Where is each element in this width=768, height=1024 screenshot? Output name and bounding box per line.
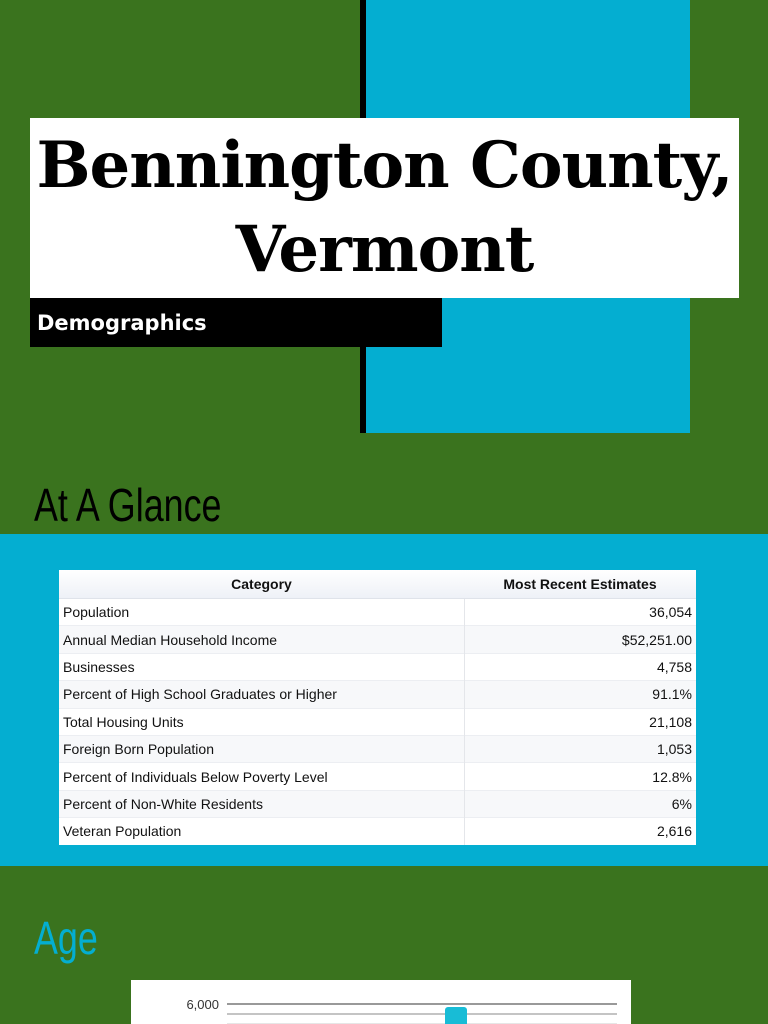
estimates-table-container: [59, 570, 696, 845]
value-cell: 4,758: [464, 653, 696, 680]
value-cell: 12.8%: [464, 763, 696, 790]
value-cell: $52,251.00: [464, 626, 696, 653]
column-header-estimates: Most Recent Estimates: [464, 570, 696, 599]
table-row: [59, 790, 696, 817]
category-cell: Veteran Population: [59, 818, 464, 845]
category-cell: Percent of High School Graduates or Higher: [59, 681, 464, 708]
value-cell: 2,616: [464, 818, 696, 845]
subtitle: Demographics: [37, 310, 207, 335]
table-row: [59, 599, 696, 626]
table-row: [59, 818, 696, 845]
page-title-line-2: Vermont: [235, 212, 534, 287]
table-row: [59, 653, 696, 680]
title-box: [30, 118, 739, 298]
table-row: [59, 708, 696, 735]
section-heading-at-a-glance: At A Glance: [34, 479, 222, 531]
page-title-line-1: Bennington County,: [36, 128, 733, 203]
category-cell: Percent of Non-White Residents: [59, 790, 464, 817]
value-cell: 91.1%: [464, 681, 696, 708]
y-tick-label: 6,000: [186, 997, 219, 1012]
value-cell: 6%: [464, 790, 696, 817]
value-cell: 21,108: [464, 708, 696, 735]
table-row: [59, 735, 696, 762]
category-cell: Foreign Born Population: [59, 735, 464, 762]
estimates-table: [59, 570, 696, 845]
section-heading-age: Age: [34, 912, 98, 964]
age-chart: [131, 980, 631, 1024]
table-row: [59, 763, 696, 790]
category-cell: Percent of Individuals Below Poverty Level: [59, 763, 464, 790]
table-row: [59, 681, 696, 708]
age-chart-svg: [131, 980, 631, 1024]
age-chart-bar: [445, 1007, 467, 1024]
value-cell: 1,053: [464, 735, 696, 762]
table-header-row: [59, 570, 696, 599]
category-cell: Businesses: [59, 653, 464, 680]
table-row: [59, 626, 696, 653]
column-header-category: Category: [59, 570, 464, 599]
page-title: [36, 124, 732, 292]
category-cell: Population: [59, 599, 464, 626]
subtitle-bar: [30, 298, 442, 347]
category-cell: Annual Median Household Income: [59, 626, 464, 653]
category-cell: Total Housing Units: [59, 708, 464, 735]
value-cell: 36,054: [464, 599, 696, 626]
